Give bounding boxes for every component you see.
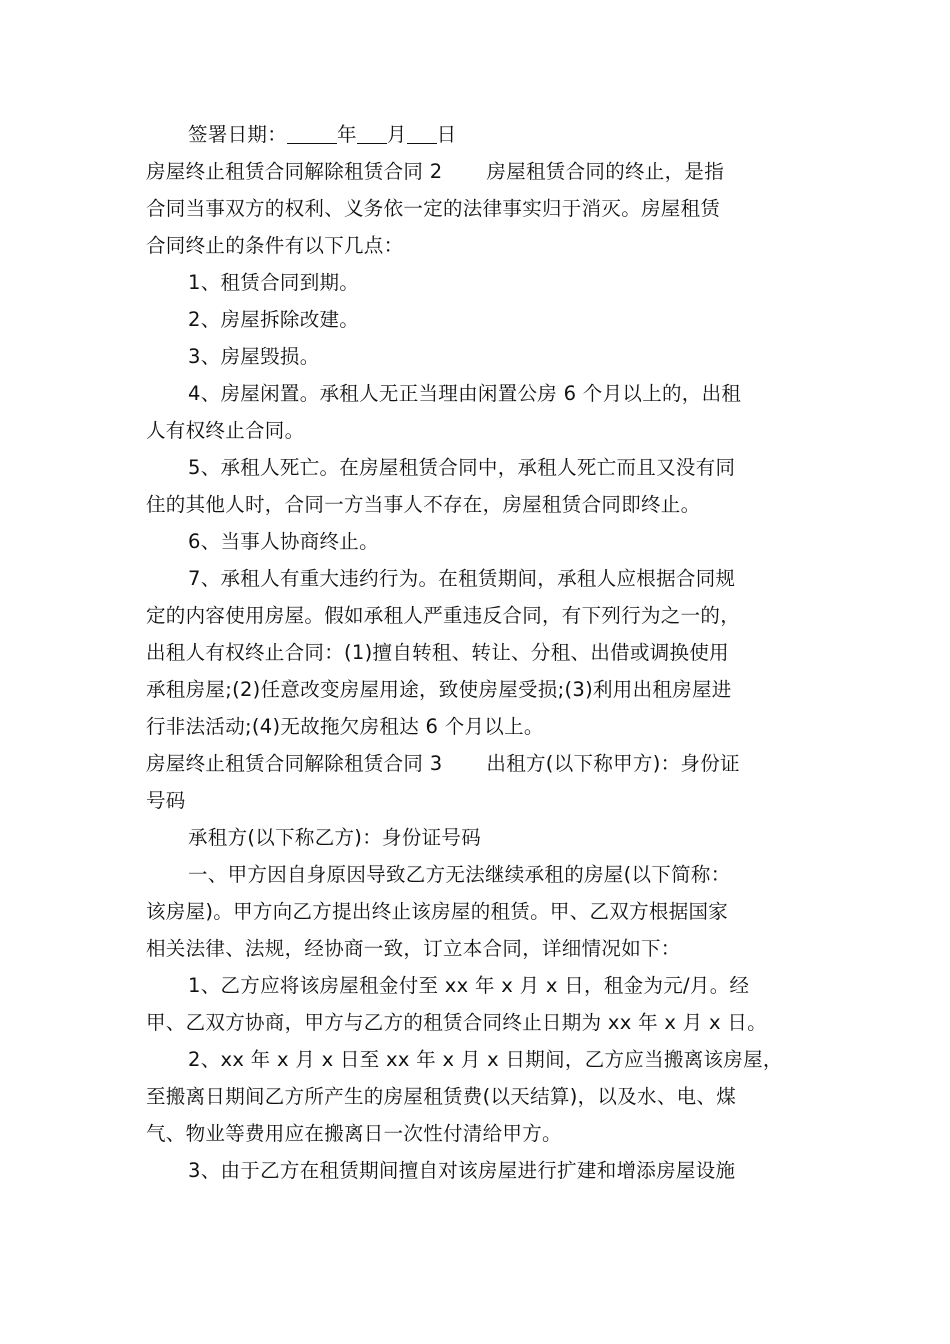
section-title-line	[146, 153, 810, 190]
line-text: 住的其他人时，合同一方当事人不存在，房屋租赁合同即终止。	[146, 493, 701, 516]
text-line	[146, 634, 810, 671]
text-line	[146, 1041, 810, 1078]
line-text: 该房屋)。甲方向乙方提出终止该房屋的租赁。甲、乙双方根据国家	[146, 900, 729, 923]
line-text: 承租房屋;(2)任意改变房屋用途，致使房屋受损;(3)利用出租房屋进	[146, 678, 732, 701]
text-line	[146, 597, 810, 634]
line-text: 号码	[146, 789, 186, 812]
line-text: 相关法律、法规，经协商一致，订立本合同，详细情况如下：	[146, 937, 681, 960]
year-blank	[287, 123, 337, 144]
text-line	[146, 227, 810, 264]
line-text: 1、租赁合同到期。	[188, 271, 360, 294]
text-line	[146, 301, 810, 338]
text-line	[146, 967, 810, 1004]
section-title: 房屋终止租赁合同解除租赁合同 3	[146, 752, 443, 775]
line-text: 5、承租人死亡。在房屋租赁合同中，承租人死亡而且又没有同	[188, 456, 736, 479]
text-line	[146, 264, 810, 301]
text-line	[146, 1078, 810, 1115]
sign-date-label: 签署日期：	[188, 123, 288, 146]
section-title: 房屋终止租赁合同解除租赁合同 2	[146, 160, 443, 183]
document-body	[146, 153, 810, 1189]
line-text: 房屋租赁合同的终止，是指	[486, 160, 725, 183]
text-line	[146, 782, 810, 819]
line-text: 定的内容使用房屋。假如承租人严重违反合同，有下列行为之一的，	[146, 604, 741, 627]
line-text: 人有权终止合同。	[146, 419, 305, 442]
text-line	[146, 375, 810, 412]
text-line	[146, 1004, 810, 1041]
month-blank	[357, 123, 387, 144]
sign-date-line	[146, 116, 810, 153]
text-line	[146, 1152, 810, 1189]
line-text: 出租方(以下称甲方)：身份证	[486, 752, 740, 775]
text-line	[146, 560, 810, 597]
day-label: 日	[436, 123, 457, 146]
line-text: 承租方(以下称乙方)：身份证号码	[188, 826, 482, 849]
line-text: 1、乙方应将该房屋租金付至 xx 年 x 月 x 日，租金为元/月。经	[188, 974, 750, 997]
line-text: 3、房屋毁损。	[188, 345, 320, 368]
line-text: 甲、乙双方协商，甲方与乙方的租赁合同终止日期为 xx 年 x 月 x 日。	[146, 1011, 767, 1034]
line-text: 至搬离日期间乙方所产生的房屋租赁费(以天结算)，以及水、电、煤	[146, 1085, 737, 1108]
text-line	[146, 412, 810, 449]
text-line	[146, 190, 810, 227]
text-line	[146, 523, 810, 560]
line-text: 行非法活动;(4)无故拖欠房租达 6 个月以上。	[146, 715, 544, 738]
text-line	[146, 856, 810, 893]
text-line	[146, 671, 810, 708]
text-line	[146, 449, 810, 486]
text-line	[146, 819, 810, 856]
line-text: 一、甲方因自身原因导致乙方无法继续承租的房屋(以下简称：	[188, 863, 731, 886]
document-page	[146, 116, 810, 1189]
year-label: 年	[337, 123, 357, 146]
text-line	[146, 338, 810, 375]
text-line	[146, 708, 810, 745]
line-text: 7、承租人有重大违约行为。在租赁期间，承租人应根据合同规	[188, 567, 736, 590]
line-text: 合同终止的条件有以下几点：	[146, 234, 404, 257]
line-text: 合同当事双方的权利、义务依一定的法律事实归于消灭。房屋租赁	[146, 197, 721, 220]
line-text: 4、房屋闲置。承租人无正当理由闲置公房 6 个月以上的，出租	[188, 382, 742, 405]
day-blank	[407, 123, 437, 144]
line-text: 6、当事人协商终止。	[188, 530, 379, 553]
text-line	[146, 930, 810, 967]
text-line	[146, 486, 810, 523]
line-text: 2、xx 年 x 月 x 日至 xx 年 x 月 x 日期间，乙方应当搬离该房屋，	[188, 1048, 783, 1071]
section-title-line	[146, 745, 810, 782]
line-text: 气、物业等费用应在搬离日一次性付清给甲方。	[146, 1122, 562, 1145]
month-label: 月	[386, 123, 407, 146]
text-line	[146, 893, 810, 930]
text-line	[146, 1115, 810, 1152]
line-text: 出租人有权终止合同：(1)擅自转租、转让、分租、出借或调换使用	[146, 641, 729, 664]
line-text: 2、房屋拆除改建。	[188, 308, 360, 331]
line-text: 3、由于乙方在租赁期间擅自对该房屋进行扩建和增添房屋设施	[188, 1159, 736, 1182]
